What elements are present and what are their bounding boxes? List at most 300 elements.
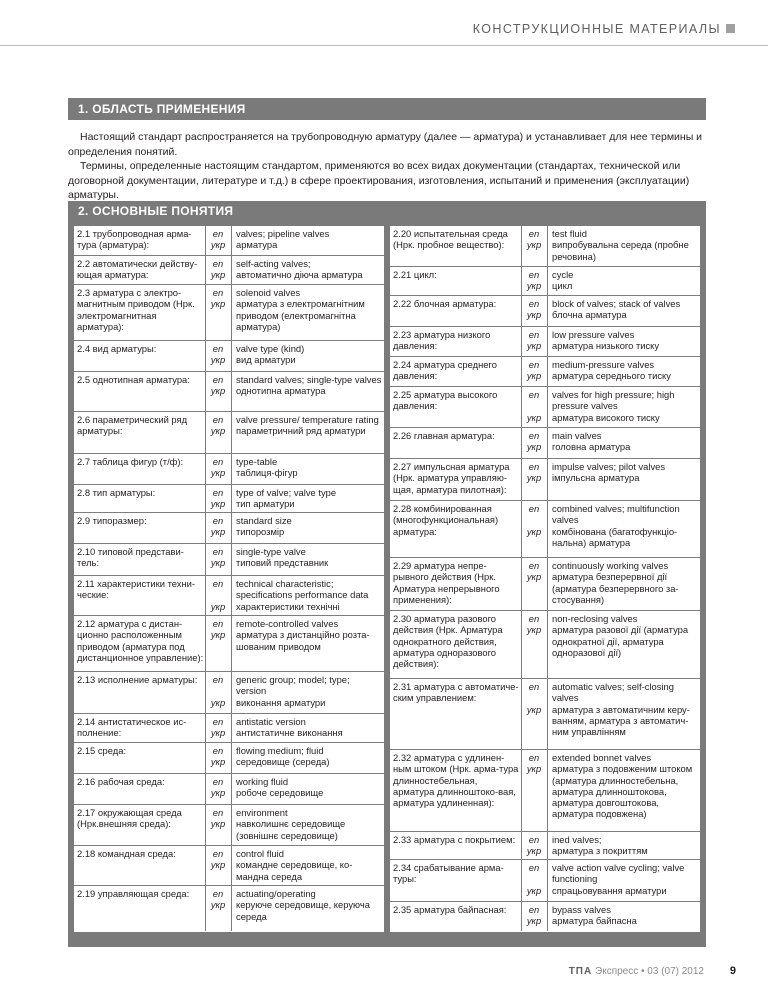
term-row: [390, 832, 700, 860]
language-code: en: [528, 862, 540, 873]
language-code: en: [212, 848, 224, 859]
ukrainian-translation: середовище (середа): [236, 756, 330, 768]
term-text: 2.14 антистатическое ис-полнение:: [77, 716, 187, 739]
term-row: [390, 267, 700, 296]
translation-text: [236, 258, 382, 281]
language-code: en: [212, 716, 224, 727]
column-divider: [547, 501, 548, 557]
english-translation: flowing medium; fluid: [236, 745, 324, 756]
term-text: 2.3 арматура с электро-магнитным приводом (Нрк. электромагнитная арматура):: [77, 287, 195, 332]
english-translation: antistatic version: [236, 716, 306, 727]
language-codes: [521, 613, 547, 636]
english-translation: type-table: [236, 456, 278, 467]
language-code: укр: [210, 557, 226, 569]
translation-text: [552, 269, 698, 292]
term-row: [390, 459, 700, 501]
intro-text: [68, 130, 708, 203]
term-text: 2.4 вид арматуры:: [77, 343, 157, 354]
term-text: 2.27 импульсная арматура (Нрк. арматура управляю-щая, арматура пилотная):: [393, 461, 510, 495]
language-code: en: [528, 430, 540, 441]
ukrainian-translation: головна арматура: [552, 441, 631, 453]
language-code: en: [212, 745, 224, 756]
column-divider: [231, 454, 232, 484]
term-text: 2.12 арматура с дистан-ционно расположенным приводом (арматура под дистанционное управление):: [77, 618, 204, 663]
language-code: укр: [210, 498, 226, 510]
language-codes: [205, 745, 231, 768]
language-code: en: [528, 904, 540, 915]
term-text: 2.7 таблица фигур (т/ф):: [77, 456, 184, 467]
language-code: укр: [526, 885, 542, 897]
language-codes: [521, 560, 547, 583]
language-code: en: [212, 578, 224, 589]
column-divider: [547, 832, 548, 859]
term-row: [390, 296, 700, 327]
term-text: 2.11 характеристики техни-ческие:: [77, 578, 196, 601]
language-code: en: [528, 389, 540, 400]
english-translation: low pressure valves: [552, 329, 635, 340]
translation-text: [236, 776, 382, 799]
language-codes: [521, 862, 547, 897]
language-code: en: [212, 807, 224, 818]
ukrainian-translation: характеристики технічні: [236, 600, 340, 612]
term-row: [390, 750, 700, 832]
language-codes: [205, 716, 231, 739]
translation-text: [552, 752, 698, 820]
language-codes: [521, 359, 547, 382]
term-text: 2.25 арматура высокого давления:: [393, 389, 498, 412]
language-code: укр: [526, 845, 542, 857]
running-title: КОНСТРУКЦИОННЫЕ МАТЕРИАЛЫ: [472, 22, 721, 36]
ukrainian-translation: арматура низького тиску: [552, 340, 660, 352]
column-divider: [547, 267, 548, 295]
english-translation: technical characteristic; specifications performance data: [236, 578, 369, 601]
translation-text: [236, 456, 382, 479]
ukrainian-translation: керуюче середовище, керуюча середа: [236, 899, 370, 922]
term-text: 2.19 управляющая среда:: [77, 888, 190, 899]
english-translation: impulse valves; pilot valves: [552, 461, 666, 472]
language-codes: [521, 228, 547, 251]
language-codes: [205, 848, 231, 871]
language-code: en: [212, 287, 224, 298]
column-divider: [231, 576, 232, 615]
column-divider: [231, 544, 232, 575]
term-row: [74, 774, 384, 805]
language-code: en: [528, 560, 540, 571]
language-code: укр: [526, 280, 542, 292]
translation-text: [236, 374, 382, 397]
language-codes: [205, 414, 231, 437]
term-text: 2.2 автоматически действу-ющая арматура:: [77, 258, 198, 281]
language-code: укр: [210, 629, 226, 641]
language-codes: [205, 807, 231, 830]
terms-column-right: [390, 226, 700, 932]
english-translation: solenoid valves: [236, 287, 301, 298]
column-divider: [231, 285, 232, 340]
translation-text: [552, 389, 698, 423]
language-code: en: [528, 269, 540, 280]
english-translation: valve action valve cycling; valve functioning: [552, 862, 685, 885]
language-codes: [205, 374, 231, 397]
intro-paragraph-2: Термины, определенные настоящим стандартом, применяются во всех видах документации (стандартах, технической или договорной документации, литературе и т.д.) в сфере проектирования, изготовления, испытаний и применения (эксплуатации) арматуры.: [68, 160, 690, 201]
column-divider: [547, 860, 548, 901]
language-code: укр: [526, 915, 542, 927]
translation-text: [552, 834, 698, 857]
term-row: [74, 743, 384, 774]
column-divider: [231, 714, 232, 742]
header-square-mark: [726, 24, 735, 33]
language-code: укр: [526, 412, 542, 424]
term-row: [74, 846, 384, 886]
term-text: 2.5 однотипная арматура:: [77, 374, 190, 385]
language-codes: [521, 834, 547, 857]
term-row: [74, 341, 384, 372]
language-code: en: [528, 503, 540, 514]
column-divider: [547, 902, 548, 931]
term-text: 2.10 типовой представи-тель:: [77, 546, 184, 569]
ukrainian-translation: антистатичне виконання: [236, 727, 343, 739]
column-divider: [231, 372, 232, 411]
translation-text: [236, 888, 382, 922]
term-row: [74, 886, 384, 931]
language-code: укр: [526, 309, 542, 321]
translation-text: [236, 546, 382, 569]
column-divider: [547, 558, 548, 610]
language-code: укр: [526, 571, 542, 583]
ukrainian-translation: арматура високого тиску: [552, 411, 660, 423]
column-divider: [231, 672, 232, 713]
term-row: [74, 513, 384, 544]
english-translation: generic group; model; type; version: [236, 674, 350, 697]
language-codes: [205, 776, 231, 799]
language-code: en: [528, 752, 540, 763]
language-code: укр: [526, 624, 542, 636]
language-code: en: [528, 834, 540, 845]
translation-text: [236, 848, 382, 882]
term-row: [390, 428, 700, 459]
ukrainian-translation: арматура з подовженим штоком (арматура длинностебельна, арматура длинноштокова, арматура довгоштокова, арматура подовжена): [552, 763, 693, 820]
translation-text: [236, 716, 382, 739]
column-divider: [231, 805, 232, 845]
english-translation: valves for high pressure; high pressure valves: [552, 389, 675, 412]
term-row: [390, 558, 700, 611]
column-divider: [547, 387, 548, 427]
ukrainian-translation: арматура разової дії (арматура однократної дії, арматура одноразової дії): [552, 624, 689, 658]
translation-text: [236, 515, 382, 538]
ukrainian-translation: імпульсна арматура: [552, 472, 640, 484]
english-translation: bypass valves: [552, 904, 611, 915]
translation-text: [236, 343, 382, 366]
translation-text: [236, 745, 382, 768]
translation-text: [552, 228, 698, 262]
english-translation: remote-controlled valves: [236, 618, 339, 629]
ukrainian-translation: командне середовище, ко-мандна середа: [236, 859, 353, 882]
language-codes: [205, 287, 231, 310]
translation-text: [236, 578, 382, 612]
term-text: 2.15 среда:: [77, 745, 127, 756]
language-code: en: [212, 776, 224, 787]
column-divider: [231, 226, 232, 255]
ukrainian-translation: однотипна арматура: [236, 385, 326, 397]
language-code: укр: [526, 763, 542, 775]
term-row: [390, 501, 700, 558]
term-row: [74, 285, 384, 341]
term-row: [74, 454, 384, 485]
translation-text: [552, 430, 698, 453]
column-divider: [547, 611, 548, 678]
ukrainian-translation: комбінована (багатофункціо-нальна) арматура: [552, 525, 678, 548]
language-code: укр: [210, 899, 226, 911]
english-translation: environment: [236, 807, 288, 818]
translation-text: [552, 359, 698, 382]
term-text: 2.22 блочная арматура:: [393, 298, 497, 309]
language-code: en: [528, 298, 540, 309]
language-code: укр: [526, 340, 542, 352]
language-codes: [521, 269, 547, 292]
header-rule: [0, 45, 768, 46]
language-code: en: [212, 888, 224, 899]
language-code: укр: [210, 818, 226, 830]
term-row: [74, 544, 384, 576]
term-row: [74, 372, 384, 412]
language-codes: [521, 904, 547, 927]
term-text: 2.34 срабатывание арма-туры:: [393, 862, 504, 885]
english-translation: main valves: [552, 430, 602, 441]
term-text: 2.28 комбинированная (многофункциональная) арматура:: [393, 503, 499, 537]
term-text: 2.16 рабочая среда:: [77, 776, 165, 787]
term-text: 2.20 испытательная среда (Нрк. пробное вещество):: [393, 228, 508, 251]
intro-paragraph-1: Настоящий стандарт распространяется на трубопроводную арматуру (далее — арматура) и устанавливает для нее термины и определения понятий.: [68, 131, 703, 158]
language-code: en: [212, 456, 224, 467]
language-code: укр: [210, 425, 226, 437]
language-codes: [205, 546, 231, 569]
term-row: [390, 860, 700, 902]
language-codes: [521, 461, 547, 484]
language-codes: [205, 228, 231, 251]
ukrainian-translation: арматура з дистанційно розта-шованим приводом: [236, 629, 370, 652]
column-divider: [231, 485, 232, 512]
language-code: укр: [210, 354, 226, 366]
ukrainian-translation: спрацьовування арматури: [552, 884, 667, 896]
english-translation: non-reclosing valves: [552, 613, 638, 624]
translation-text: [552, 461, 698, 484]
language-code: укр: [210, 756, 226, 768]
translation-text: [236, 228, 382, 251]
page-number: 9: [729, 965, 736, 977]
language-codes: [205, 618, 231, 641]
language-codes: [205, 515, 231, 538]
section-2-title: 2. ОСНОВНЫЕ ПОНЯТИЯ: [68, 201, 706, 222]
term-text: 2.21 цикл:: [393, 269, 437, 280]
language-code: en: [528, 359, 540, 370]
ukrainian-translation: блочна арматура: [552, 309, 627, 321]
column-divider: [231, 256, 232, 284]
language-code: en: [212, 228, 224, 239]
term-row: [74, 672, 384, 714]
column-divider: [547, 226, 548, 266]
language-code: укр: [526, 239, 542, 251]
term-row: [74, 714, 384, 743]
ukrainian-translation: таблиця-фігур: [236, 467, 298, 479]
term-text: 2.24 арматура среднего давления:: [393, 359, 497, 382]
language-code: укр: [210, 526, 226, 538]
english-translation: self-acting valves;: [236, 258, 311, 269]
term-row: [390, 357, 700, 387]
english-translation: extended bonnet valves: [552, 752, 652, 763]
term-text: 2.31 арматура с автоматиче-ским управлением:: [393, 681, 519, 704]
column-divider: [231, 886, 232, 931]
term-text: 2.13 исполнение арматуры:: [77, 674, 198, 685]
language-codes: [205, 578, 231, 613]
term-row: [74, 616, 384, 672]
column-divider: [231, 513, 232, 543]
translation-text: [552, 613, 698, 658]
term-text: 2.33 арматура с покрытием:: [393, 834, 516, 845]
term-text: 2.26 главная арматура:: [393, 430, 495, 441]
ukrainian-translation: типовий представник: [236, 557, 329, 569]
english-translation: test fluid: [552, 228, 587, 239]
translation-text: [552, 560, 698, 605]
language-codes: [521, 430, 547, 453]
english-translation: type of valve; valve type: [236, 487, 337, 498]
ukrainian-translation: арматура середнього тиску: [552, 370, 671, 382]
english-translation: control fluid: [236, 848, 284, 859]
column-divider: [231, 412, 232, 453]
term-row: [74, 805, 384, 846]
term-text: 2.23 арматура низкого давления:: [393, 329, 491, 352]
language-codes: [521, 752, 547, 775]
term-text: 2.9 типоразмер:: [77, 515, 147, 526]
language-code: укр: [526, 441, 542, 453]
english-translation: continuously working valves: [552, 560, 669, 571]
term-text: 2.35 арматура байпасная:: [393, 904, 507, 915]
language-code: укр: [210, 385, 226, 397]
language-codes: [205, 487, 231, 510]
translation-text: [236, 807, 382, 841]
column-divider: [231, 846, 232, 885]
term-row: [390, 387, 700, 428]
translation-text: [236, 287, 382, 332]
term-row: [74, 256, 384, 285]
term-row: [390, 679, 700, 750]
english-translation: medium-pressure valves: [552, 359, 655, 370]
language-code: en: [528, 461, 540, 472]
term-row: [390, 902, 700, 931]
footer-issue-text: Экспресс • 03 (07) 2012: [595, 966, 704, 977]
term-text: 2.17 окружающая среда (Нрк.внешняя среда):: [77, 807, 182, 830]
ukrainian-translation: автоматично діюча арматура: [236, 269, 363, 281]
ukrainian-translation: випробувальна середа (пробне речовина): [552, 239, 689, 262]
column-divider: [231, 616, 232, 671]
column-divider: [547, 750, 548, 831]
language-codes: [521, 329, 547, 352]
language-code: укр: [526, 370, 542, 382]
language-codes: [205, 674, 231, 709]
english-translation: ined valves;: [552, 834, 602, 845]
column-divider: [547, 459, 548, 500]
column-divider: [547, 679, 548, 749]
term-text: 2.29 арматура непре-рывного действия (Нрк. Арматура непрерывного применения):: [393, 560, 500, 605]
language-code: en: [212, 343, 224, 354]
term-row: [390, 327, 700, 357]
ukrainian-translation: вид арматури: [236, 354, 296, 366]
language-code: en: [212, 618, 224, 629]
english-translation: standard size: [236, 515, 292, 526]
column-divider: [547, 296, 548, 326]
language-code: en: [528, 228, 540, 239]
translation-text: [552, 329, 698, 352]
ukrainian-translation: типорозмір: [236, 526, 285, 538]
ukrainian-translation: параметричний ряд арматури: [236, 425, 366, 437]
language-codes: [521, 681, 547, 716]
english-translation: actuating/operating: [236, 888, 316, 899]
term-text: 2.6 параметрический ряд арматуры:: [77, 414, 188, 437]
term-text: 2.32 арматура с удлинен-ным штоком (Нрк. арма-тура длинностебельная, арматура длинноштоко-вая, арматура удлиненная):: [393, 752, 519, 809]
column-divider: [231, 774, 232, 804]
english-translation: combined valves; multifunction valves: [552, 503, 680, 526]
translation-text: [236, 674, 382, 708]
translation-text: [552, 298, 698, 321]
term-row: [74, 226, 384, 256]
column-divider: [231, 341, 232, 371]
language-codes: [205, 258, 231, 281]
language-code: укр: [526, 704, 542, 716]
translation-text: [236, 487, 382, 510]
terms-column-left: [74, 226, 384, 932]
translation-text: [236, 618, 382, 652]
language-code: en: [212, 258, 224, 269]
column-divider: [547, 428, 548, 458]
english-translation: valve pressure/ temperature rating: [236, 414, 379, 425]
english-translation: automatic valves; self-closing valves: [552, 681, 674, 704]
language-codes: [521, 298, 547, 321]
language-code: en: [212, 487, 224, 498]
term-row: [74, 576, 384, 616]
language-code: en: [212, 515, 224, 526]
term-text: 2.1 трубопроводная арма-тура (арматура):: [77, 228, 192, 251]
language-code: en: [212, 674, 224, 685]
language-code: укр: [210, 859, 226, 871]
ukrainian-translation: виконання арматури: [236, 696, 326, 708]
language-code: en: [528, 329, 540, 340]
ukrainian-translation: цикл: [552, 280, 573, 292]
language-codes: [521, 389, 547, 424]
ukrainian-translation: робоче середовище: [236, 787, 324, 799]
translation-text: [552, 503, 698, 548]
english-translation: single-type valve: [236, 546, 306, 557]
language-code: укр: [526, 526, 542, 538]
language-code: укр: [210, 697, 226, 709]
translation-text: [552, 862, 698, 896]
language-codes: [205, 456, 231, 479]
term-row: [74, 485, 384, 513]
language-code: укр: [210, 727, 226, 739]
column-divider: [231, 743, 232, 773]
language-code: укр: [210, 787, 226, 799]
language-code: укр: [210, 269, 226, 281]
ukrainian-translation: арматура з автоматичним керу-ванням, арматура з автоматич-ним управлінням: [552, 703, 690, 738]
language-code: en: [212, 414, 224, 425]
language-code: en: [212, 374, 224, 385]
english-translation: valve type (kind): [236, 343, 305, 354]
language-codes: [205, 343, 231, 366]
language-code: укр: [210, 601, 226, 613]
term-text: 2.8 тип арматуры:: [77, 487, 156, 498]
translation-text: [236, 414, 382, 437]
language-code: en: [212, 546, 224, 557]
ukrainian-translation: арматура безперервної дії (арматура безперервного за-стосування): [552, 571, 679, 605]
language-code: укр: [526, 472, 542, 484]
language-codes: [521, 503, 547, 538]
